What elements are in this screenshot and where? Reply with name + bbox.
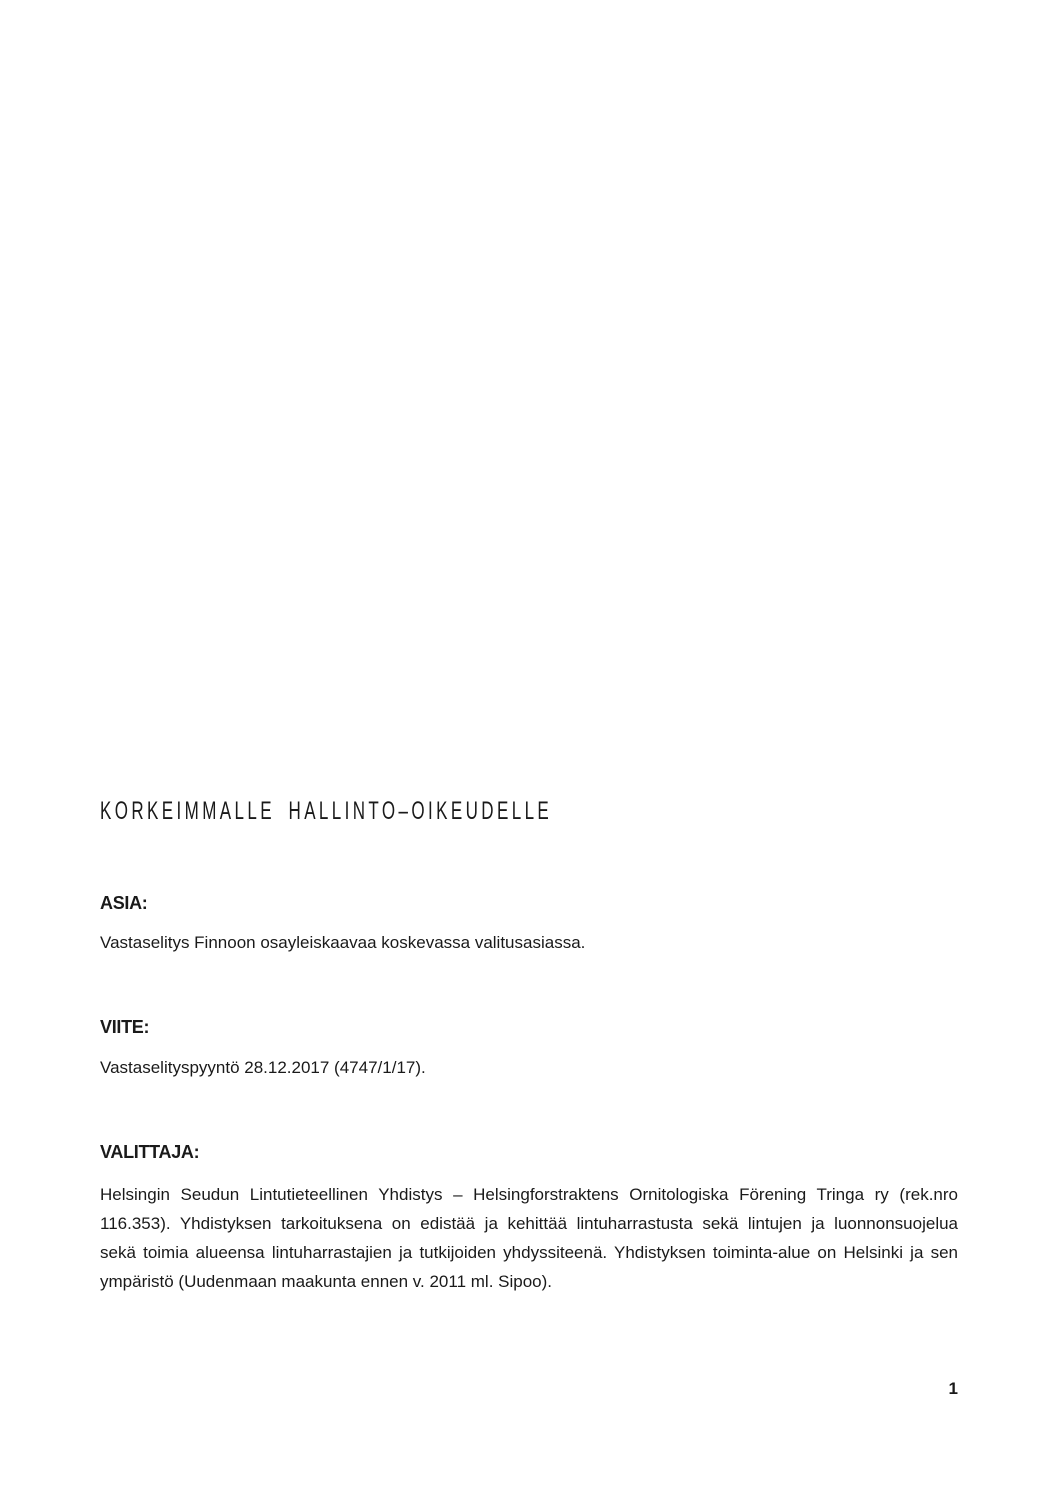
page-number: 1	[948, 1379, 958, 1398]
section-label-viite: VIITE:	[100, 1017, 150, 1037]
valittaja-paragraph-line: Helsingin Seudun Lintutieteellinen Yhdistys – Helsingforstraktens Ornitologiska Förening Tringa ry (rek.nro	[100, 1185, 958, 1204]
section-label-valittaja: VALITTAJA:	[100, 1142, 200, 1162]
valittaja-paragraph-line: ympäristö (Uudenmaan maakunta ennen v. 2011 ml. Sipoo).	[100, 1272, 553, 1291]
section-body-asia: Vastaselitys Finnoon osayleiskaavaa koskevassa valitusasiassa.	[100, 933, 586, 952]
section-body-viite: Vastaselityspyyntö 28.12.2017 (4747/1/17).	[100, 1058, 426, 1077]
valittaja-paragraph-line: 116.353). Yhdistyksen tarkoituksena on edistää ja kehittää lintuharrastusta sekä lintujen ja luonnonsuojelua	[100, 1214, 958, 1233]
valittaja-paragraph-line: sekä toimia alueensa lintuharrastajien ja tutkijoiden yhdyssiteenä. Yhdistyksen toiminta-alue on Helsinki ja sen	[100, 1243, 958, 1262]
section-body-valittaja	[100, 1180, 958, 1296]
document-title-text: KORKEIMMALLE HALLINTO–OIKEUDELLE	[100, 797, 553, 825]
document-title	[100, 796, 958, 826]
section-label-asia: ASIA:	[100, 893, 148, 913]
